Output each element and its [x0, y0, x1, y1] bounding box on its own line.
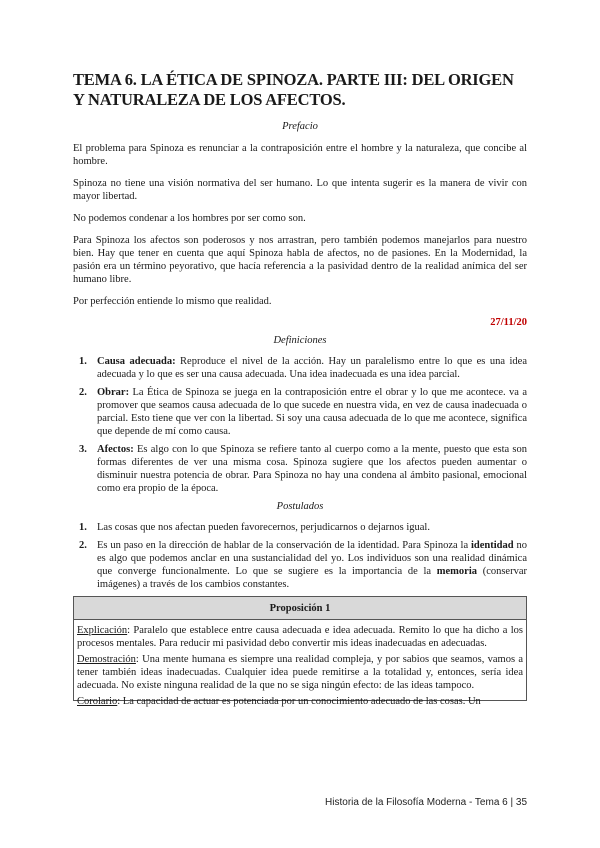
prefacio-paragraph: Spinoza no tiene una visión normativa del ser humano. Lo que intenta sugerir es la manera de vivir con mayor libertad. [73, 178, 527, 202]
definition-text: Es algo con lo que Spinoza se refiere tanto al cuerpo como a la mente, puesto que esta son formas diferentes de ver una misma cosa. Spinoza sugiere que los afectos pueden aumentar o disminuir nuestra potencia de obrar. Para Spinoza no hay una condena al ámbito pasional, emocional como era propio de la época. [97, 444, 527, 494]
postulado-text: Las cosas que nos afectan pueden favorecernos, perjudicarnos o dejarnos igual. [97, 522, 430, 533]
page-footer: Historia de la Filosofía Moderna - Tema 6 | 35 [325, 797, 527, 808]
bold-term-identidad: identidad [471, 540, 514, 551]
definition-text: Reproduce el nivel de la acción. Hay un paralelismo entre lo que es una idea adecuada y lo que es ser una causa adecuada. Una idea inadecuada es una idea parcial. [97, 356, 527, 380]
list-item [79, 539, 528, 591]
postulado-text: no es algo que podemos anclar en una sustancialidad del yo. Los individuos son una realidad dinámica que converge funcionalmente. Lo que se sugiere es la importancia de la [97, 540, 528, 577]
list-item [79, 443, 527, 495]
postulados-list [73, 521, 527, 591]
page-title: TEMA 6. LA ÉTICA DE SPINOZA. PARTE III: DEL ORIGEN Y NATURALEZA DE LOS AFECTOS. [73, 70, 514, 109]
proposicion-entry [77, 695, 523, 708]
entry-label: Demostración [77, 654, 136, 665]
item-number: 3. [79, 444, 87, 455]
entry-label: Corolario [77, 696, 118, 707]
postulados-heading: Postulados [276, 501, 324, 512]
definition-term: Afectos: [97, 444, 134, 455]
proposicion-box [73, 596, 527, 707]
postulado-text: (conservar imágenes) a través de los cambios constantes. [97, 566, 528, 590]
entry-text: : La capacidad de actuar es potenciada por un conocimiento adecuado de las cosas. Un [117, 696, 481, 707]
definiciones-list [73, 355, 527, 495]
prefacio-paragraph: El problema para Spinoza es renunciar a la contraposición entre el hombre y la naturaleza, que concibe al hombre. [73, 143, 527, 167]
item-number: 1. [79, 522, 87, 533]
proposicion-entry [77, 624, 523, 650]
entry-text: : Paralelo que establece entre causa adecuada e idea adecuada. Remito lo que ha dicho a los procesos mentales. Para reducir mi pasividad debo convertir mis ideas inadecuadas en adecuadas. [77, 625, 523, 649]
postulado-text: Es un paso en la dirección de hablar de la conservación de la identidad. Para Spinoza la [97, 540, 472, 551]
definition-term: Obrar: [97, 387, 130, 398]
item-number: 1. [79, 356, 87, 367]
entry-text: : Una mente humana es siempre una realidad compleja, y por sabios que seamos, vamos a tener también ideas inadecuadas. Cualquier idea puede remitirse a la totalidad y, entonces, sería idea adecuada. No existe ninguna realidad de la que no se siga ningún efecto: de las ideas tampoco. [77, 654, 523, 691]
prefacio-paragraph: Por perfección entiende lo mismo que realidad. [73, 296, 272, 307]
prefacio-heading: Prefacio [282, 121, 318, 132]
prefacio-paragraph: Para Spinoza los afectos son poderosos y nos arrastran, pero también podemos manejarlos para nuestro bien. Hay que tener en cuenta que aquí Spinoza habla de afectos, no de pasiones. En la Modernidad, la pasión era un término peyorativo, que hacía referencia a la pasividad dentro de la realidad anímica del ser humano libre. [73, 235, 527, 285]
proposicion-heading: Proposición 1 [74, 597, 526, 620]
document-page [73, 70, 528, 707]
proposicion-body [74, 620, 526, 707]
item-number: 2. [79, 540, 87, 551]
item-number: 2. [79, 387, 87, 398]
definition-term: Causa adecuada: [97, 356, 176, 367]
definiciones-heading: Definiciones [273, 335, 327, 346]
bold-term-memoria: memoria [436, 566, 477, 577]
list-item [79, 521, 527, 534]
entry-label: Explicación [77, 625, 128, 636]
prefacio-paragraph: No podemos condenar a los hombres por ser como son. [73, 213, 306, 224]
definition-text: La Ética de Spinoza se juega en la contraposición entre el obrar y lo que me acontece. va a promover que seamos causa adecuada de lo que sucede en nuestra vida, en vez de causa inadecuada o parcial. Esto tiene que ver con la libertad. Si soy una causa adecuada de lo que me acontece, significa que depende de mí como causa. [97, 387, 527, 437]
list-item [79, 355, 527, 381]
proposicion-entry [77, 653, 523, 692]
date-stamp: 27/11/20 [490, 317, 527, 328]
list-item [79, 386, 527, 438]
